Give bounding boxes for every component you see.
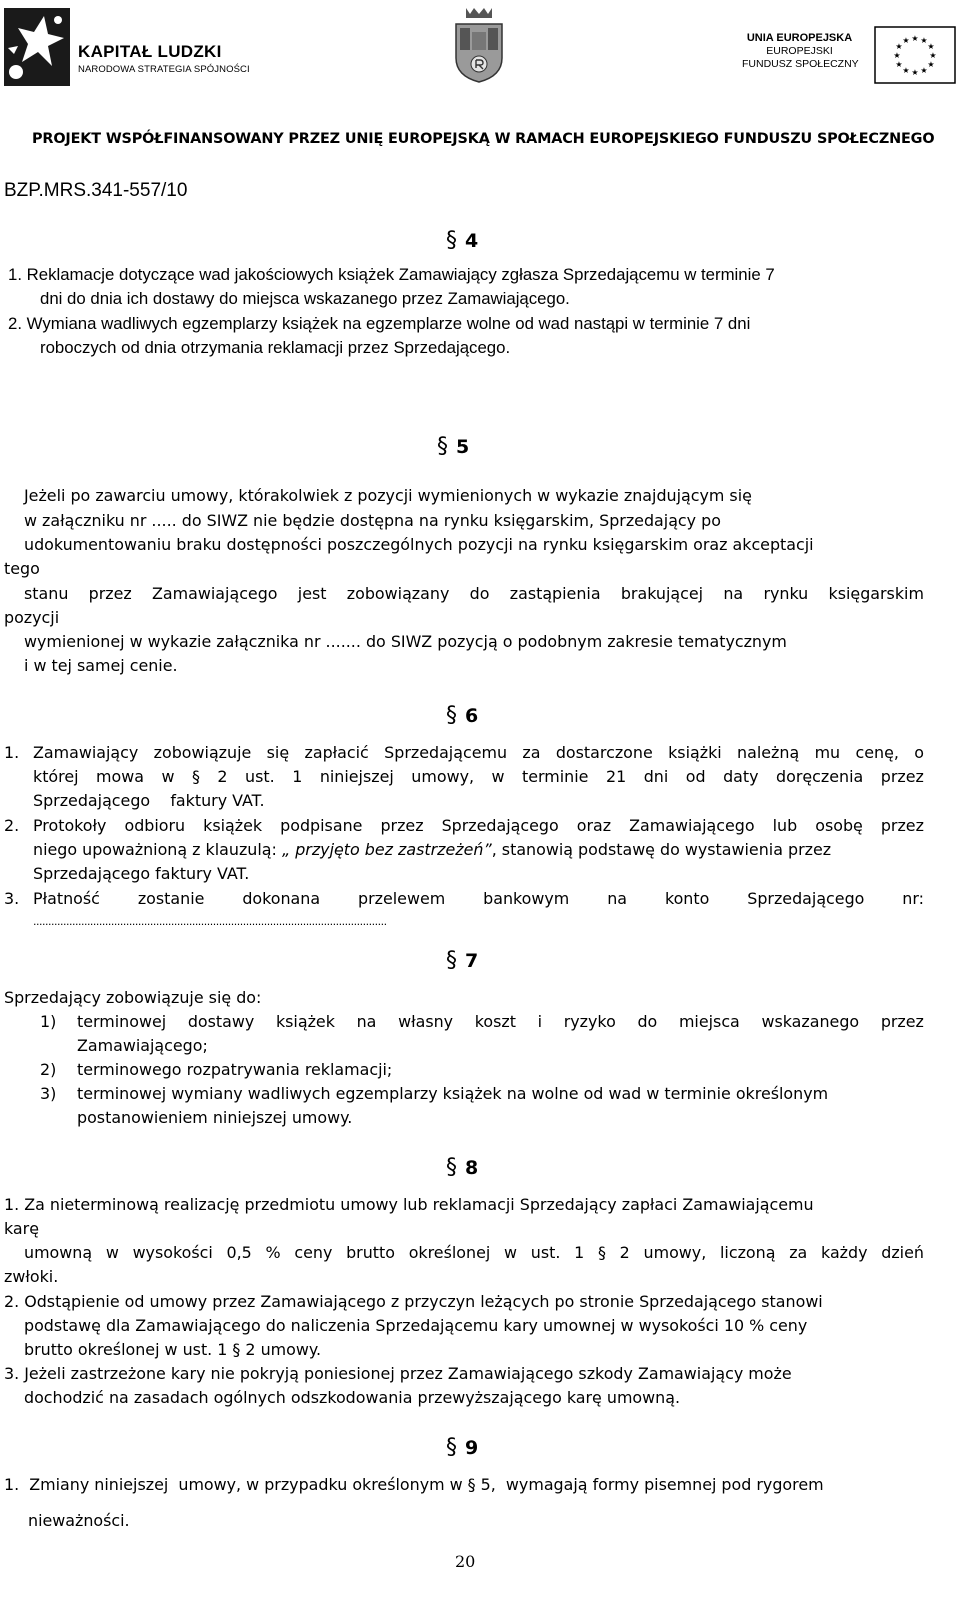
section-8-heading (446, 1155, 478, 1180)
section-number: 8 (465, 1157, 479, 1179)
word: na (723, 584, 744, 603)
word: książek (275, 1012, 335, 1031)
section-symbol: § (446, 1155, 457, 1180)
word: dostawy (187, 1012, 255, 1031)
word: na (356, 1012, 377, 1031)
section-number: 6 (465, 705, 479, 727)
word: zobowiązuje (153, 743, 252, 762)
word: której (33, 767, 79, 786)
word: Sprzedającego (441, 816, 559, 835)
word: terminie (522, 767, 589, 786)
word: zastąpienia (509, 584, 601, 603)
eu-flag-icon (874, 26, 956, 84)
word: ryzyko (563, 1012, 616, 1031)
word: Zamawiający (33, 743, 139, 762)
word: Sprzedającego (747, 889, 865, 908)
word: brakującej (620, 584, 704, 603)
word: przez (880, 1012, 924, 1031)
word: określonej (408, 1243, 491, 1262)
word: Zamawiającego (152, 584, 278, 603)
word: dokonana (242, 889, 321, 908)
s7-item3-line2: postanowieniem niniejszej umowy. (77, 1108, 353, 1127)
svg-text:★: ★ (902, 66, 910, 75)
word: umowną (24, 1243, 93, 1262)
word: od (685, 767, 706, 786)
word: ceny (294, 1243, 333, 1262)
svg-text:★: ★ (902, 36, 910, 45)
section-number: 5 (456, 436, 470, 458)
word: liczoną (720, 1243, 776, 1262)
s5-line5 (24, 582, 924, 606)
section-5-heading (437, 434, 469, 459)
text: niego upoważnioną z klauzulą: (33, 840, 282, 859)
word: każdy (821, 1243, 868, 1262)
word: 1 (574, 1243, 585, 1262)
kapital-ludzki-emblem-icon (4, 8, 70, 86)
section-symbol: § (446, 1435, 457, 1460)
s8-p2-line3: brutto określonej w ust. 1 § 2 umowy. (24, 1340, 322, 1359)
kapital-ludzki-title: KAPITAŁ LUDZKI (78, 42, 222, 61)
word: § (191, 767, 200, 786)
project-cofinancing-line: PROJEKT WSPÓŁFINANSOWANY PRZEZ UNIĘ EUROPEJSKĄ W RAMACH EUROPEJSKIEGO FUNDUSZU SPOŁECZNEGO (32, 131, 935, 147)
word: ust. (245, 767, 275, 786)
word: zostanie (137, 889, 205, 908)
word: oraz (576, 816, 612, 835)
word: ust. (530, 1243, 561, 1262)
page-number: 20 (455, 1552, 476, 1571)
word: za (789, 1243, 808, 1262)
word: 1 (292, 767, 303, 786)
s5-line4: tego (4, 559, 40, 578)
s4-p2-line2: roboczych od dnia otrzymania reklamacji przez Sprzedającego. (40, 338, 511, 357)
kapital-ludzki-logo (4, 8, 249, 86)
s7-item2-number: 2) (40, 1060, 57, 1079)
s6-p1-number: 1. (4, 743, 20, 762)
word: 2 (217, 767, 228, 786)
word: mowa (96, 767, 144, 786)
kapital-ludzki-subtitle: NARODOWA STRATEGIA SPÓJNOŚCI (78, 64, 250, 75)
word: Zamawiającego (629, 816, 755, 835)
word: brutto (346, 1243, 395, 1262)
s6-p2-line2 (33, 838, 831, 862)
word: doręczenia (776, 767, 864, 786)
word: rynku (763, 584, 809, 603)
svg-text:★: ★ (929, 51, 937, 60)
s8-p3-line1: 3. Jeżeli zastrzeżone kary nie pokryją poniesionej przez Zamawiającego szkody Zamawiający może (4, 1364, 792, 1383)
word: umowy, (411, 767, 475, 786)
word: Płatność (33, 889, 100, 908)
word: Protokoły (33, 816, 107, 835)
word: własny (398, 1012, 454, 1031)
word: o (914, 743, 924, 762)
word: i (537, 1012, 543, 1031)
word: % (265, 1243, 281, 1262)
word: wysokości (132, 1243, 213, 1262)
s7-item2: terminowego rozpatrywania reklamacji; (77, 1060, 393, 1079)
word: Sprzedającemu (384, 743, 508, 762)
section-symbol: § (446, 703, 457, 728)
s8-p1-line3 (24, 1241, 924, 1265)
city-crest-icon (452, 4, 506, 84)
section-4-heading (446, 228, 478, 253)
s6-p1-line1 (33, 741, 924, 765)
word: dzień (881, 1243, 924, 1262)
section-symbol: § (446, 948, 457, 973)
svg-text:★: ★ (920, 66, 928, 75)
word: przez (880, 767, 924, 786)
word: się (266, 743, 290, 762)
word: zobowiązany (346, 584, 450, 603)
svg-text:★: ★ (927, 60, 935, 69)
word: 2 (619, 1243, 630, 1262)
svg-text:★: ★ (911, 68, 919, 77)
section-number: 7 (465, 950, 479, 972)
s5-line2: w załączniku nr ..... do SIWZ nie będzie dostępna na rynku księgarskim, Sprzedający po (24, 511, 721, 530)
word: podpisane (280, 816, 363, 835)
s6-p2-line3: Sprzedającego faktury VAT. (33, 864, 250, 883)
section-6-heading (446, 703, 478, 728)
word: w (161, 767, 175, 786)
word: osobę (815, 816, 863, 835)
s6-p3-line1 (33, 887, 924, 911)
s4-p1-line2: dni do dnia ich dostawy do miejsca wskazanego przez Zamawiającego. (40, 289, 570, 308)
reference-number: BZP.MRS.341-557/10 (4, 180, 188, 201)
svg-text:★: ★ (895, 60, 903, 69)
s9-p1-line1: 1. Zmiany niniejszej umowy, w przypadku określonym w § 5, wymagają formy pisemnej pod rygorem (4, 1475, 824, 1494)
eu-line-2: EUROPEJSKI (766, 45, 833, 57)
s6-p1-line2 (33, 765, 924, 789)
word: koszt (474, 1012, 516, 1031)
svg-text:★: ★ (893, 51, 901, 60)
word: konto (664, 889, 710, 908)
section-7-heading (446, 948, 478, 973)
s6-p3-number: 3. (4, 889, 20, 908)
word: w (504, 1243, 518, 1262)
s5-line6: pozycji (4, 608, 60, 627)
s5-line8: i w tej samej cenie. (24, 656, 178, 675)
svg-text:★: ★ (920, 36, 928, 45)
word: 0,5 (226, 1243, 252, 1262)
word: dostarczone (555, 743, 653, 762)
section-symbol: § (437, 434, 448, 459)
word: jest (297, 584, 327, 603)
word: książki (668, 743, 722, 762)
s7-intro: Sprzedający zobowiązuje się do: (4, 988, 262, 1007)
s8-p1-line1: 1. Za nieterminową realizację przedmiotu umowy lub reklamacji Sprzedający zapłaci Zamawiającemu (4, 1195, 814, 1214)
word: miejsca (678, 1012, 740, 1031)
word: terminowej (77, 1012, 167, 1031)
s8-p2-line1: 2. Odstąpienie od umowy przez Zamawiającego z przyczyn leżących po stronie Sprzedającego stanowi (4, 1292, 823, 1311)
word: zapłacić (304, 743, 369, 762)
s8-p1-line4: zwłoki. (4, 1267, 59, 1286)
word: za (522, 743, 541, 762)
s5-line1: Jeżeli po zawarciu umowy, którakolwiek z pozycji wymienionych w wykazie znajdującym się (24, 486, 752, 505)
s9-p1-line2: nieważności. (28, 1511, 130, 1530)
word: do (637, 1012, 658, 1031)
word: w (105, 1243, 119, 1262)
section-number: 9 (465, 1437, 479, 1459)
text: , stanowią podstawę do wystawienia przez (491, 840, 832, 859)
section-9-heading (446, 1435, 478, 1460)
word: niniejszej (319, 767, 394, 786)
eu-logo-text (742, 32, 857, 71)
word: przez (88, 584, 132, 603)
word: mu (814, 743, 841, 762)
s7-item3-number: 3) (40, 1084, 57, 1103)
word: § (597, 1243, 606, 1262)
word: nr: (902, 889, 924, 908)
word: książek (203, 816, 263, 835)
s6-p1-line3: Sprzedającego faktury VAT. (33, 791, 265, 810)
s8-p2-line2: podstawę dla Zamawiającego do naliczenia Sprzedającemu kary umownej w wysokości 10 % ceny (24, 1316, 808, 1335)
word: odbioru (124, 816, 186, 835)
word: dni (643, 767, 669, 786)
s7-item1-line1 (77, 1010, 924, 1034)
word: bankowym (483, 889, 570, 908)
word: cenę, (855, 743, 899, 762)
word: stanu (24, 584, 69, 603)
eu-line-3: FUNDUSZ SPOŁECZNY (742, 58, 859, 70)
word: przez (380, 816, 424, 835)
s6-p2-line1 (33, 814, 924, 838)
svg-text:★: ★ (911, 34, 919, 43)
word: przelewem (358, 889, 446, 908)
s7-item1-number: 1) (40, 1012, 57, 1031)
word: należną (737, 743, 800, 762)
s7-item1-line2: Zamawiającego; (77, 1036, 208, 1055)
word: wskazanego (761, 1012, 860, 1031)
word: lub (772, 816, 798, 835)
word: księgarskim (828, 584, 924, 603)
word: do (469, 584, 490, 603)
word: na (607, 889, 628, 908)
word: w (491, 767, 505, 786)
s4-p1-line1: 1. Reklamacje dotyczące wad jakościowych książek Zamawiający zgłasza Sprzedającemu w terminie 7 (8, 265, 775, 284)
s6-p3-account-dots: ...................................................................................................................... (33, 915, 387, 928)
eu-line-1: UNIA EUROPEJSKA (746, 32, 853, 44)
s8-p3-line2: dochodzić na zasadach ogólnych odszkodowania przewyższającego karę umowną. (24, 1388, 681, 1407)
s8-p1-line2: karę (4, 1219, 39, 1238)
word: daty (723, 767, 759, 786)
word: umowy, (643, 1243, 707, 1262)
s4-p2-line1: 2. Wymiana wadliwych egzemplarzy książek na egzemplarze wolne od wad nastąpi w terminie 7 dni (8, 314, 751, 333)
s7-item3-line1: terminowej wymiany wadliwych egzemplarzy książek na wolne od wad w terminie określonym (77, 1084, 829, 1103)
svg-text:★: ★ (895, 42, 903, 51)
s5-line3: udokumentowaniu braku dostępności poszczególnych pozycji na rynku księgarskim oraz akceptacji (24, 535, 814, 554)
section-number: 4 (465, 230, 479, 252)
s5-line7: wymienionej w wykazie załącznika nr ....... do SIWZ pozycją o podobnym zakresie tematycznym (24, 632, 787, 651)
word: przez (880, 816, 924, 835)
eu-logo (742, 26, 958, 88)
svg-text:★: ★ (927, 42, 935, 51)
clause-quote: „ przyjęto bez zastrzeżeń” (281, 840, 492, 859)
s6-p2-number: 2. (4, 816, 20, 835)
section-symbol: § (446, 228, 457, 253)
word: 21 (605, 767, 627, 786)
